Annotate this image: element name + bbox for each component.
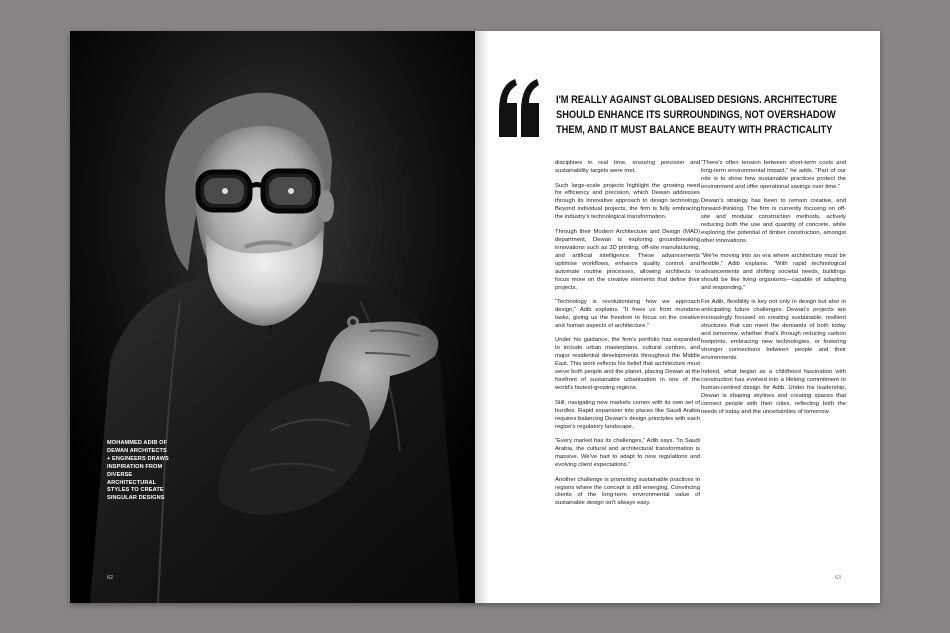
- page-number-left: 62: [107, 575, 114, 581]
- paragraph: Dewan's strategy has been to remain creative, and forward-thinking. The firm is currently focusing on off-site and modular construction methods, actively reducing both the use and quantity of concrete, while exploring the potential of timber construction, amongst other innovations.: [701, 198, 846, 245]
- page-number-right: 63: [835, 575, 842, 581]
- pull-quote: I'M REALLY AGAINST GLOBALISED DESIGNS. ARCHITECTURE SHOULD ENHANCE ITS SURROUNDINGS, NOT OVERSHADOW THEM, AND IT MUST BALANCE BEAUTY WITH PRACTICALITY: [556, 94, 838, 137]
- paragraph: Under his guidance, the firm's portfolio has expanded to include urban masterplans, cultural centres, and major residential developments throughout the Middle East. This work reflects his belief that architecture must serve both people and the planet, placing Dewan at the forefront of sustainable urbanisation in one of the world's fastest-growing regions.: [555, 337, 700, 392]
- paragraph: disciplines in real time, ensuring precision and sustainability targets were met.: [555, 160, 700, 174]
- paragraph: Another challenge is promoting sustainable practices in regions where the concept is still emerging. Convincing clients of the long-term environmental value of sustainable design isn't always easy.: [555, 476, 700, 507]
- paragraph: “Every market has its challenges,” Adib says. “In Saudi Arabia, the cultural and architectural transformation is massive. We've had to adapt to new regulations and evolving client expectations.”: [555, 438, 700, 469]
- left-page: [70, 31, 475, 603]
- right-page: [475, 31, 880, 603]
- paragraph: Still, navigating new markets comes with its own set of hurdles. Rapid expansion into places like Saudi Arabia requires balancing Dewan's design principles with each region's regulatory landscape.: [555, 399, 700, 430]
- text-column-right: [701, 160, 846, 424]
- magazine-spread: [70, 31, 880, 603]
- paragraph: “We're moving into an era where architecture must be flexible,” Adib explains. “With rapid technological advancements and shifting societal needs, buildings should be like living organisms—capable of adapting and responding.”: [701, 252, 846, 291]
- portrait-photo: [70, 31, 475, 603]
- paragraph: Indeed, what began as a childhood fascination with construction has evolved into a lifelong commitment to human-centred design for Adib. Under his leadership, Dewan is shaping skylines and creating spaces that connect people with their cities, reflecting both the needs of today and the uncertainties of tomorrow.: [701, 369, 846, 416]
- text-column-left: [555, 160, 700, 515]
- paragraph: “Technology is revolutionising how we approach design,” Adib explains. “It frees us from mundane tasks, giving us the freedom to focus on the creative and human aspects of architecture.”: [555, 299, 700, 329]
- page-gutter-shadow: [475, 31, 489, 603]
- paragraph: “There's often tension between short-term costs and long-term environmental impact,” he adds. “Part of our role is to show how sustainable practices protect the environment and offer operational savings over time.”: [701, 160, 846, 190]
- quote-mark-icon: [497, 75, 541, 139]
- paragraph: Through their Modern Architecture and Design (MAD) department, Dewan is exploring groundbreaking innovations such as 3D printing, off-site manufacturing, and artificial intelligence. These advancements optimise workflows, enhance quality control, and automate routine processes, allowing architects to focus more on the creative elements that define their projects.: [555, 228, 700, 291]
- paragraph: Such large-scale projects highlight the growing need for efficiency and precision, which Dewan addresses through its innovative approach to design technology. Beyond individual projects, the firm is fully embracing the industry's technological transformation.: [555, 182, 700, 221]
- paragraph: For Adib, flexibility is key not only in design but also in anticipating future challenges. Dewan's projects are increasingly focused on creating sustainable, resilient structures that can meet the demands of both today and tomorrow, whether that's through reducing carbon footprints, embracing new technologies, or fostering stronger connections between people and their environments.: [701, 299, 846, 361]
- photo-caption: MOHAMMED ADIB OF DEWAN ARCHITECTS + ENGINEERS DRAWS INSPIRATION FROM DIVERSE ARCHITECTURAL STYLES TO CREATE SINGULAR DESIGNS: [107, 440, 169, 502]
